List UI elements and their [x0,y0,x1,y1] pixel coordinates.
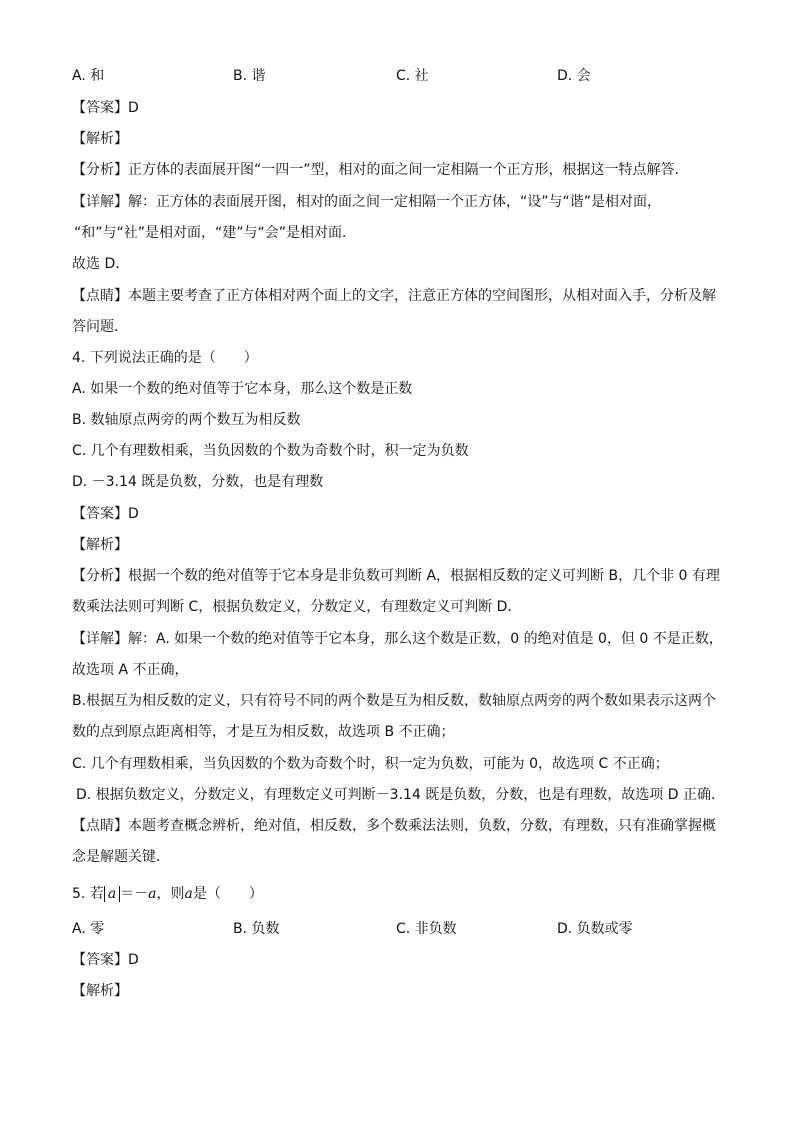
q3-conclusion: 故选 D． [72,256,130,272]
q3-answer: 【答案】D [72,100,139,116]
q3-xiangjie-line-1: 【详解】解：正方体的表面展开图，相对的面之间一定相隔一个正方体，“设”与“谐”是相对面， [72,194,662,210]
q4-fenxi-line-1: 【分析】根据一个数的绝对值等于它本身是非负数可判断 A，根据相反数的定义可判断 B，几个非 0 有理 [72,568,720,584]
q4-xiangjie-line-2: 故选项 A 不正确， [72,662,189,678]
q4-xiangjie-line-6: D. 根据负数定义，分数定义，有理数定义可判断－3.14 既是负数，分数，也是有理数，故选项 D 正确． [76,787,725,803]
q4-analysis-label: 【解析】 [72,537,128,553]
q4-answer: 【答案】D [72,506,139,522]
q5-option-d: D. 负数或零 [557,921,633,937]
q4-xiangjie-line-1: 【详解】解：A. 如果一个数的绝对值等于它本身，那么这个数是正数，0 的绝对值是 0，但 0 不是正数， [72,631,723,647]
q4-xiangjie-line-4: 数的点到原点距离相等，才是互为相反数，故选项 B 不正确； [72,724,455,740]
q5-analysis-label: 【解析】 [72,983,128,999]
q4-option-b: B. 数轴原点两旁的两个数互为相反数 [72,412,301,428]
q5-option-a: A. 零 [72,921,105,937]
q5-answer: 【答案】D [72,952,139,968]
q3-dianjing-line-2: 答问题． [72,319,128,335]
q5-equals: ＝－ [120,886,149,902]
q4-option-c: C. 几个有理数相乘，当负因数的个数为奇数个时，积一定为负数 [72,443,469,459]
q4-stem: 4. 下列说法正确的是（ ） [72,350,258,366]
q4-dianjing-line-2: 念是解题关键． [72,849,170,865]
q5-rhs-var: a [148,886,157,902]
q5-var: a [184,886,193,902]
q3-analysis-label: 【解析】 [72,131,128,147]
q5-stem-prefix: 5. 若 [72,886,104,902]
q5-stem-suffix: 是（ ） [192,886,263,902]
q3-dianjing-line-1: 【点睛】本题主要考查了正方体相对两个面上的文字，注意正方体的空间图形，从相对面入手，分析及解 [72,288,716,304]
q5-stem-mid: ，则 [156,886,185,902]
q5-abs-expression: a [104,886,120,902]
q5-option-b: B. 负数 [233,921,280,937]
q5-option-c: C. 非负数 [396,921,457,937]
q3-option-d: D. 会 [557,68,591,84]
q3-option-a: A. 和 [72,68,105,84]
q5-stem [72,884,263,904]
q4-fenxi-line-2: 数乘法法则可判断 C，根据负数定义，分数定义，有理数定义可判断 D． [72,599,522,615]
q4-dianjing-line-1: 【点睛】本题考查概念辨析，绝对值，相反数，多个数乘法法则，负数，分数，有理数，只有准确掌握概 [72,818,716,834]
q4-option-d: D. －3.14 既是负数，分数，也是有理数 [72,474,324,490]
q4-xiangjie-line-3: B.根据互为相反数的定义，只有符号不同的两个数是互为相反数，数轴原点两旁的两个数如果表示这两个 [72,693,717,709]
q3-xiangjie-line-2: “和”与“社”是相对面，“建”与“会”是相对面． [74,225,357,241]
q3-option-c: C. 社 [396,68,429,84]
q4-xiangjie-line-5: C. 几个有理数相乘，当负因数的个数为奇数个时，积一定为负数，可能为 0，故选项 C 不正确； [72,756,669,772]
q3-option-b: B. 谐 [233,68,266,84]
q4-option-a: A. 如果一个数的绝对值等于它本身，那么这个数是正数 [72,381,413,397]
q3-fenxi: 【分析】正方体的表面展开图“一四一”型，相对的面之间一定相隔一个正方形，根据这一特点解答． [72,162,689,178]
